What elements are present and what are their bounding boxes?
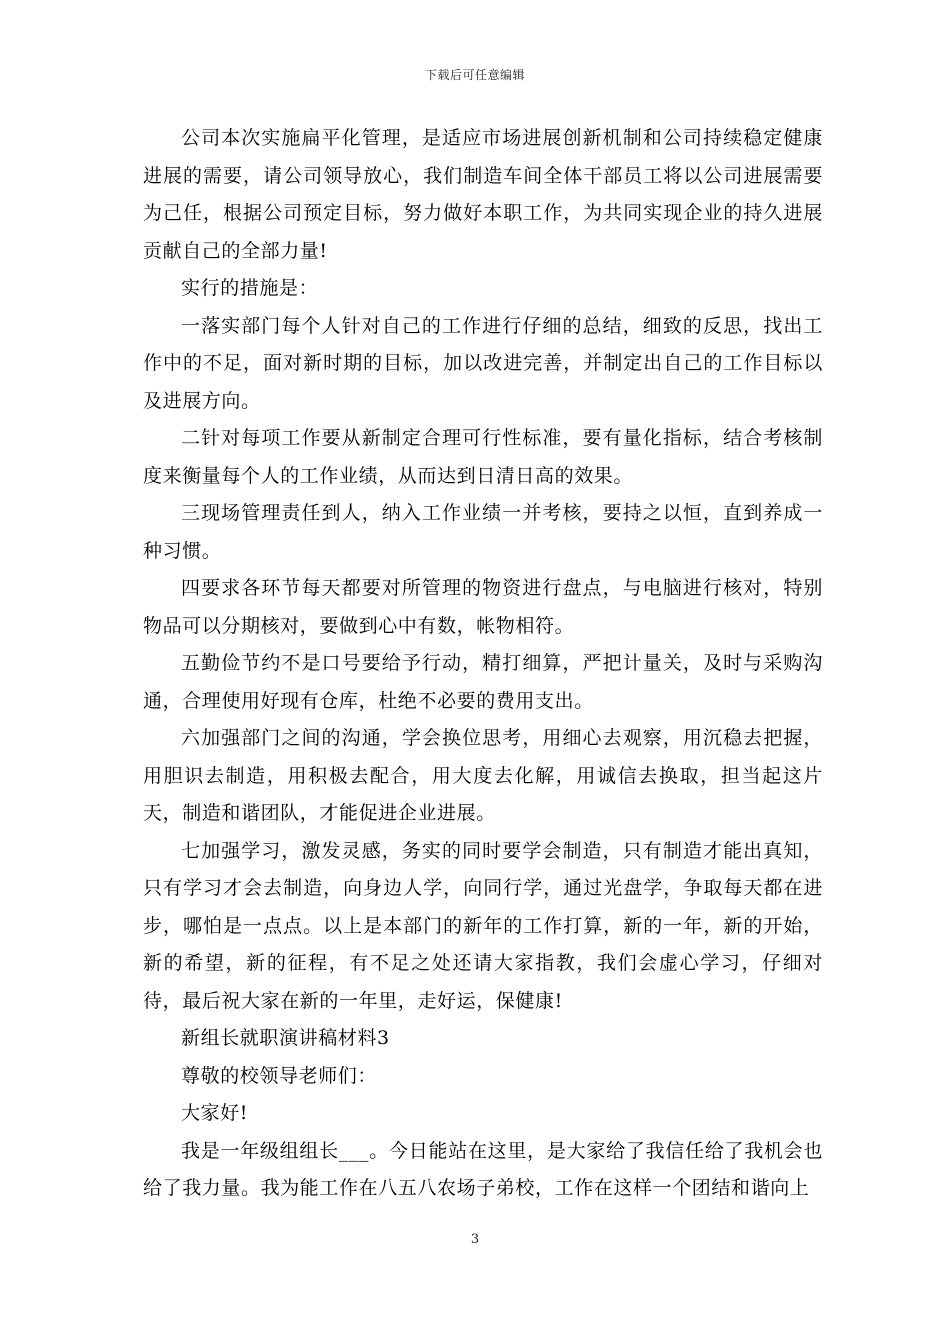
paragraph: 二针对每项工作要从新制定合理可行性标准，要有量化指标，结合考核制度来衡量每个人的工作业绩，从而达到日清日高的效果。 [143, 427, 823, 487]
paragraph: 公司本次实施扁平化管理，是适应市场进展创新机制和公司持续稳定健康进展的需要，请公司领导放心，我们制造车间全体干部员工将以公司进展需要为己任，根据公司预定目标，努力做好本职工作，为共同实现企业的持久进展贡献自己的全部力量! [143, 127, 823, 262]
paragraph: 我是一年级组组长___。今日能站在这里，是大家给了我信任给了我机会也给了我力量。我为能工作在八五八农场子弟校，工作在这样一个团结和谐向上 [143, 1139, 823, 1199]
page-number: 3 [470, 1232, 480, 1247]
page-header: 下载后可任意编辑 [424, 68, 525, 82]
salutation: 尊敬的校领导老师们： [181, 1064, 378, 1087]
paragraph: 六加强部门之间的沟通，学会换位思考，用细心去观察，用沉稳去把握，用胆识去制造，用积极去配合，用大度去化解，用诚信去换取，担当起这片天，制造和谐团队，才能促进企业进展。 [143, 727, 823, 824]
paragraph: 实行的措施是： [181, 277, 319, 299]
paragraph: 五勤俭节约不是口号要给予行动，精打细算，严把计量关，及时与采购沟通，合理使用好现有仓库，杜绝不必要的费用支出。 [143, 652, 823, 712]
paragraph: 一落实部门每个人针对自己的工作进行仔细的总结，细致的反思，找出工作中的不足，面对新时期的目标，加以改进完善，并制定出自己的工作目标以及进展方向。 [143, 314, 823, 412]
paragraph: 四要求各环节每天都要对所管理的物资进行盘点，与电脑进行核对，特别物品可以分期核对，要做到心中有数，帐物相符。 [143, 577, 823, 637]
section-title: 新组长就职演讲稿材料3 [181, 1027, 390, 1049]
paragraph: 三现场管理责任到人，纳入工作业绩一并考核，要持之以恒，直到养成一种习惯。 [143, 502, 823, 562]
greeting: 大家好! [181, 1102, 249, 1124]
paragraph: 七加强学习，激发灵感，务实的同时要学会制造，只有制造才能出真知，只有学习才会去制造，向身边人学，向同行学，通过光盘学，争取每天都在进步，哪怕是一点点。以上是本部门的新年的工作打算，新的一年，新的开始，新的希望，新的征程，有不足之处还请大家指教，我们会虚心学习，仔细对待，最后祝大家在新的一年里，走好运，保健康! [143, 839, 823, 1012]
document-body [143, 120, 823, 1208]
